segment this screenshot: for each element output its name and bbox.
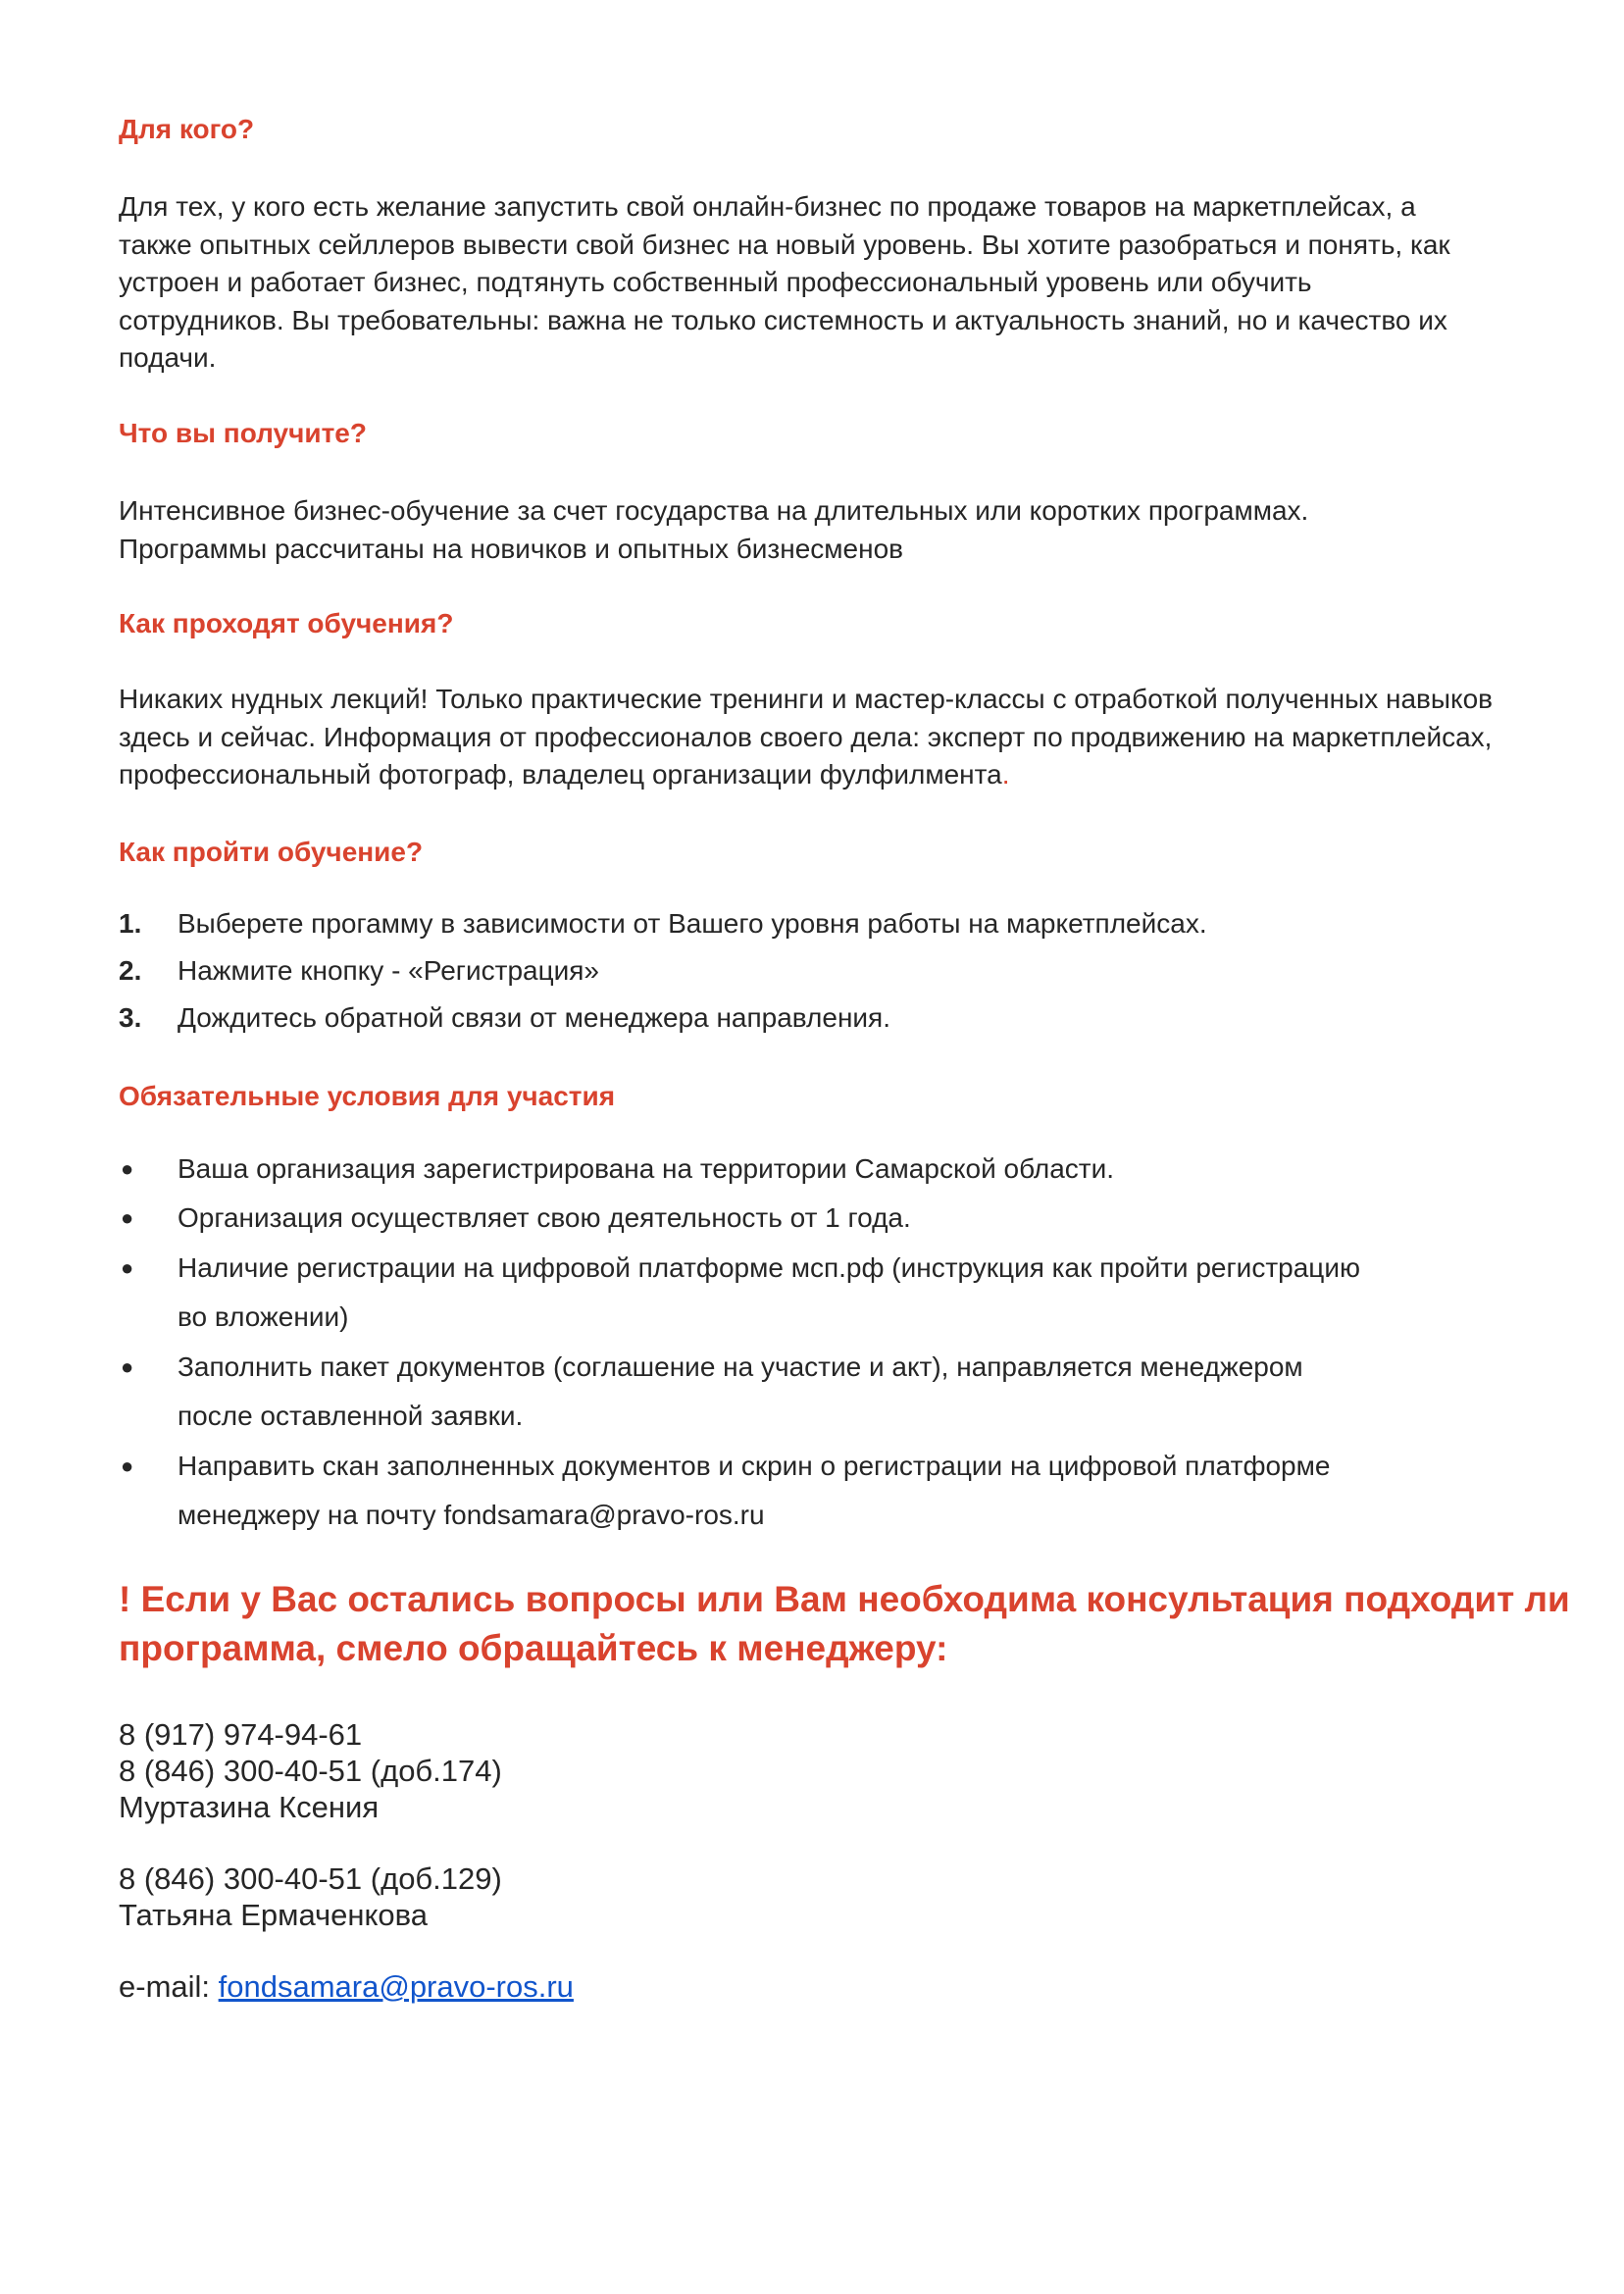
condition-text: Организация осуществляет свою деятельность от 1 года. [178,1202,911,1233]
condition-text [178,1244,1550,1342]
email-line [119,1968,574,2005]
heading-conditions: Обязательные условия для участия [119,1081,616,1111]
heading-steps: Как пройти обучение? [119,837,424,867]
email-link[interactable]: fondsamara@pravo-ros.ru [218,1969,574,2004]
text-line: Программы рассчитаны на новичков и опытных бизнесменов [119,533,904,564]
heading-who: Для кого? [119,114,255,144]
condition-item [119,1442,1550,1540]
condition-item [119,1343,1550,1441]
text-line: Заполнить пакет документов (соглашение на участие и акт), направляется менеджером [178,1351,1303,1382]
phone-number: 8 (917) 974-94-61 [119,1717,363,1752]
text-line: менеджеру на почту fondsamara@pravo-ros.ru [178,1500,765,1530]
text-line: подачи. [119,342,217,373]
bullet-icon: ● [121,1255,134,1280]
contact-block-ermachenkova [119,1861,502,1933]
step-item [119,1000,1550,1036]
condition-item [119,1244,1550,1342]
bullet-icon: ● [121,1205,134,1230]
step-item [119,953,1550,989]
text-line: во вложении) [178,1301,349,1332]
text-line: Наличие регистрации на цифровой платформе мсп.рф (инструкция как пройти регистрацию [178,1252,1360,1283]
contact-block-murtazina [119,1716,502,1825]
phone-number: 8 (846) 300-40-51 (доб.129) [119,1861,502,1896]
step-text: Выберете прогамму в зависимости от Вашего уровня работы на маркетплейсах. [178,908,1207,939]
paragraph-get [119,492,1570,568]
condition-item [119,1145,1550,1194]
email-label: e-mail: [119,1969,219,2004]
condition-text [178,1343,1550,1441]
paragraph-who [119,188,1570,378]
step-number: 1. [119,908,142,939]
text-line: устроен и работает бизнес, подтянуть собственный профессиональный уровень или обучить [119,267,1312,297]
phone-number: 8 (846) 300-40-51 (доб.174) [119,1754,502,1788]
heading-how: Как проходят обучения? [119,608,454,638]
text-line: Никаких нудных лекций! Только практические тренинги и мастер-классы с отработкой полученных навыков [119,684,1494,714]
text-line: Для тех, у кого есть желание запустить свой онлайн-бизнес по продаже товаров на маркетплейсах, а [119,191,1416,222]
step-text: Дождитесь обратной связи от менеджера направления. [178,1002,890,1033]
bullet-icon: ● [121,1354,134,1379]
contact-name: Татьяна Ермаченкова [119,1898,429,1932]
callout-line: ! Если у Вас остались вопросы или Вам необходима консультация подходит ли [119,1579,1570,1619]
text-line: профессиональный фотограф, владелец организации фулфилмента [119,759,1002,790]
text-line: сотрудников. Вы требовательны: важна не только системность и актуальность знаний, но и качество их [119,304,1447,335]
accent-period: . [1001,759,1010,790]
text-line: Направить скан заполненных документов и скрин о регистрации на цифровой платформе [178,1451,1331,1481]
callout-line: программа, смело обращайтесь к менеджеру: [119,1628,948,1668]
bullet-icon: ● [121,1453,134,1478]
bullet-icon: ● [121,1156,134,1181]
text-line: Интенсивное бизнес-обучение за счет государства на длительных или коротких программах. [119,495,1309,526]
step-number: 2. [119,955,142,986]
condition-item [119,1194,1550,1243]
heading-get: Что вы получите? [119,418,367,448]
condition-text [178,1442,1550,1540]
step-item [119,906,1550,942]
text-line: также опытных сейллеров вывести свой бизнес на новый уровень. Вы хотите разобраться и понять, как [119,229,1450,260]
text-line: после оставленной заявки. [178,1401,524,1431]
text-line: здесь и сейчас. Информация от профессионалов своего дела: эксперт по продвижению на маркетплейсах, [119,721,1493,752]
condition-text: Ваша организация зарегистрирована на территории Самарской области. [178,1153,1115,1184]
consultation-callout [119,1575,1609,1673]
step-number: 3. [119,1002,142,1033]
step-text: Нажмите кнопку - «Регистрация» [178,955,599,986]
contact-name: Муртазина Ксения [119,1790,380,1824]
paragraph-how [119,681,1570,794]
